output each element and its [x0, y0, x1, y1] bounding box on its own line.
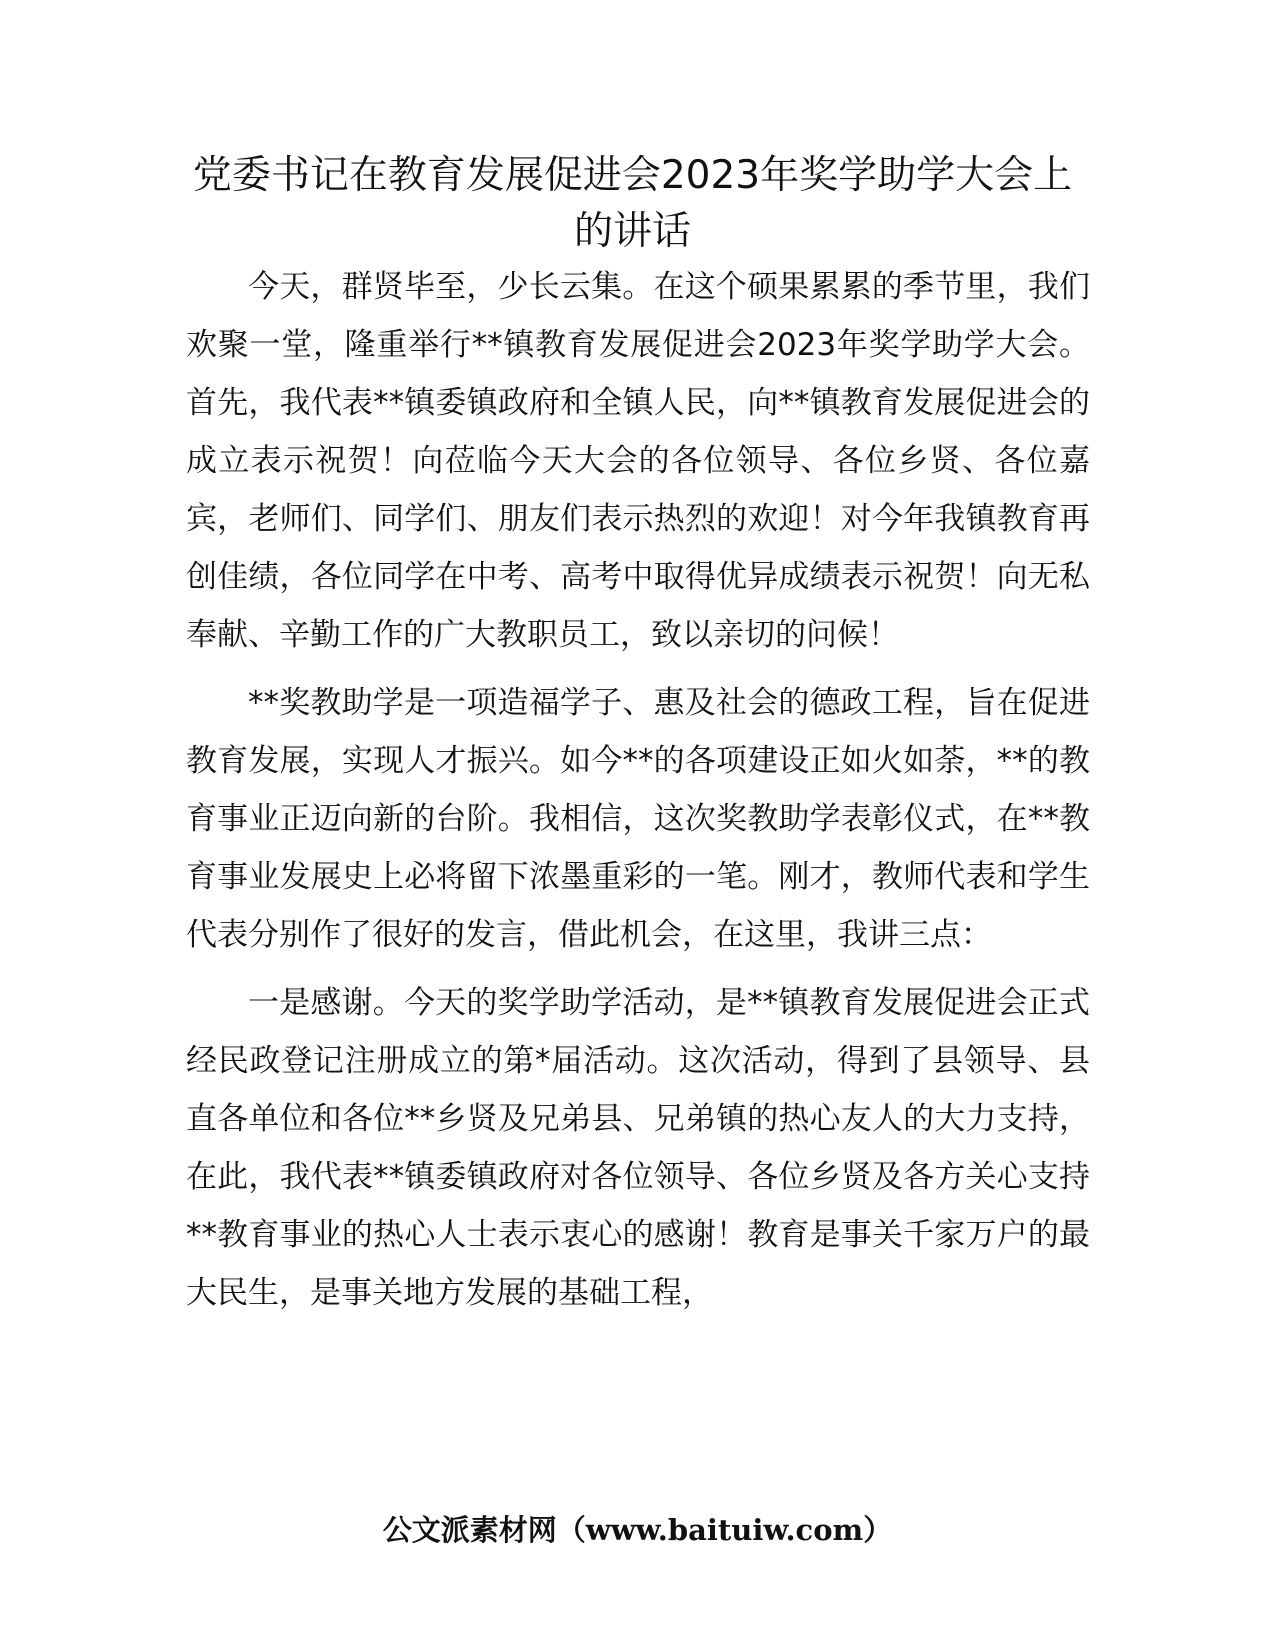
paragraph-2: **奖教助学是一项造福学子、惠及社会的德政工程，旨在促进教育发展，实现人才振兴。如今**的各项建设正如火如荼，**的教育事业正迈向新的台阶。我相信，这次奖教助学表彰仪式，在**教育事业发展史上必将留下浓墨重彩的一笔。刚才，教师代表和学生代表分别作了很好的发言，借此机会，在这里，我讲三点：	[186, 685, 1090, 953]
paragraph-3: 一是感谢。今天的奖学助学活动，是**镇教育发展促进会正式经民政登记注册成立的第*届活动。这次活动，得到了县领导、县直各单位和各位**乡贤及兄弟县、兄弟镇的热心友人的大力支持，在此，我代表**镇委镇政府对各位领导、各位乡贤及各方关心支持**教育事业的热心人士表示衷心的感谢！教育是事关千家万户的最大民生，是事关地方发展的基础工程，	[186, 985, 1090, 1311]
document-body	[186, 258, 1090, 1332]
footer-watermark: 公文派素材网（www.baituiw.com）	[382, 1513, 893, 1547]
document-title: 党委书记在教育发展促进会2023年奖学助学大会上的讲话	[192, 153, 1073, 254]
paragraph-1: 今天，群贤毕至，少长云集。在这个硕果累累的季节里，我们欢聚一堂，隆重举行**镇教育发展促进会2023年奖学助学大会。首先，我代表**镇委镇政府和全镇人民，向**镇教育发展促进会的成立表示祝贺！向莅临今天大会的各位领导、各位乡贤、各位嘉宾，老师们、同学们、朋友们表示热烈的欢迎！对今年我镇教育再创佳绩，各位同学在中考、高考中取得优异成绩表示祝贺！向无私奉献、辛勤工作的广大教职员工，致以亲切的问候！	[186, 269, 1090, 653]
